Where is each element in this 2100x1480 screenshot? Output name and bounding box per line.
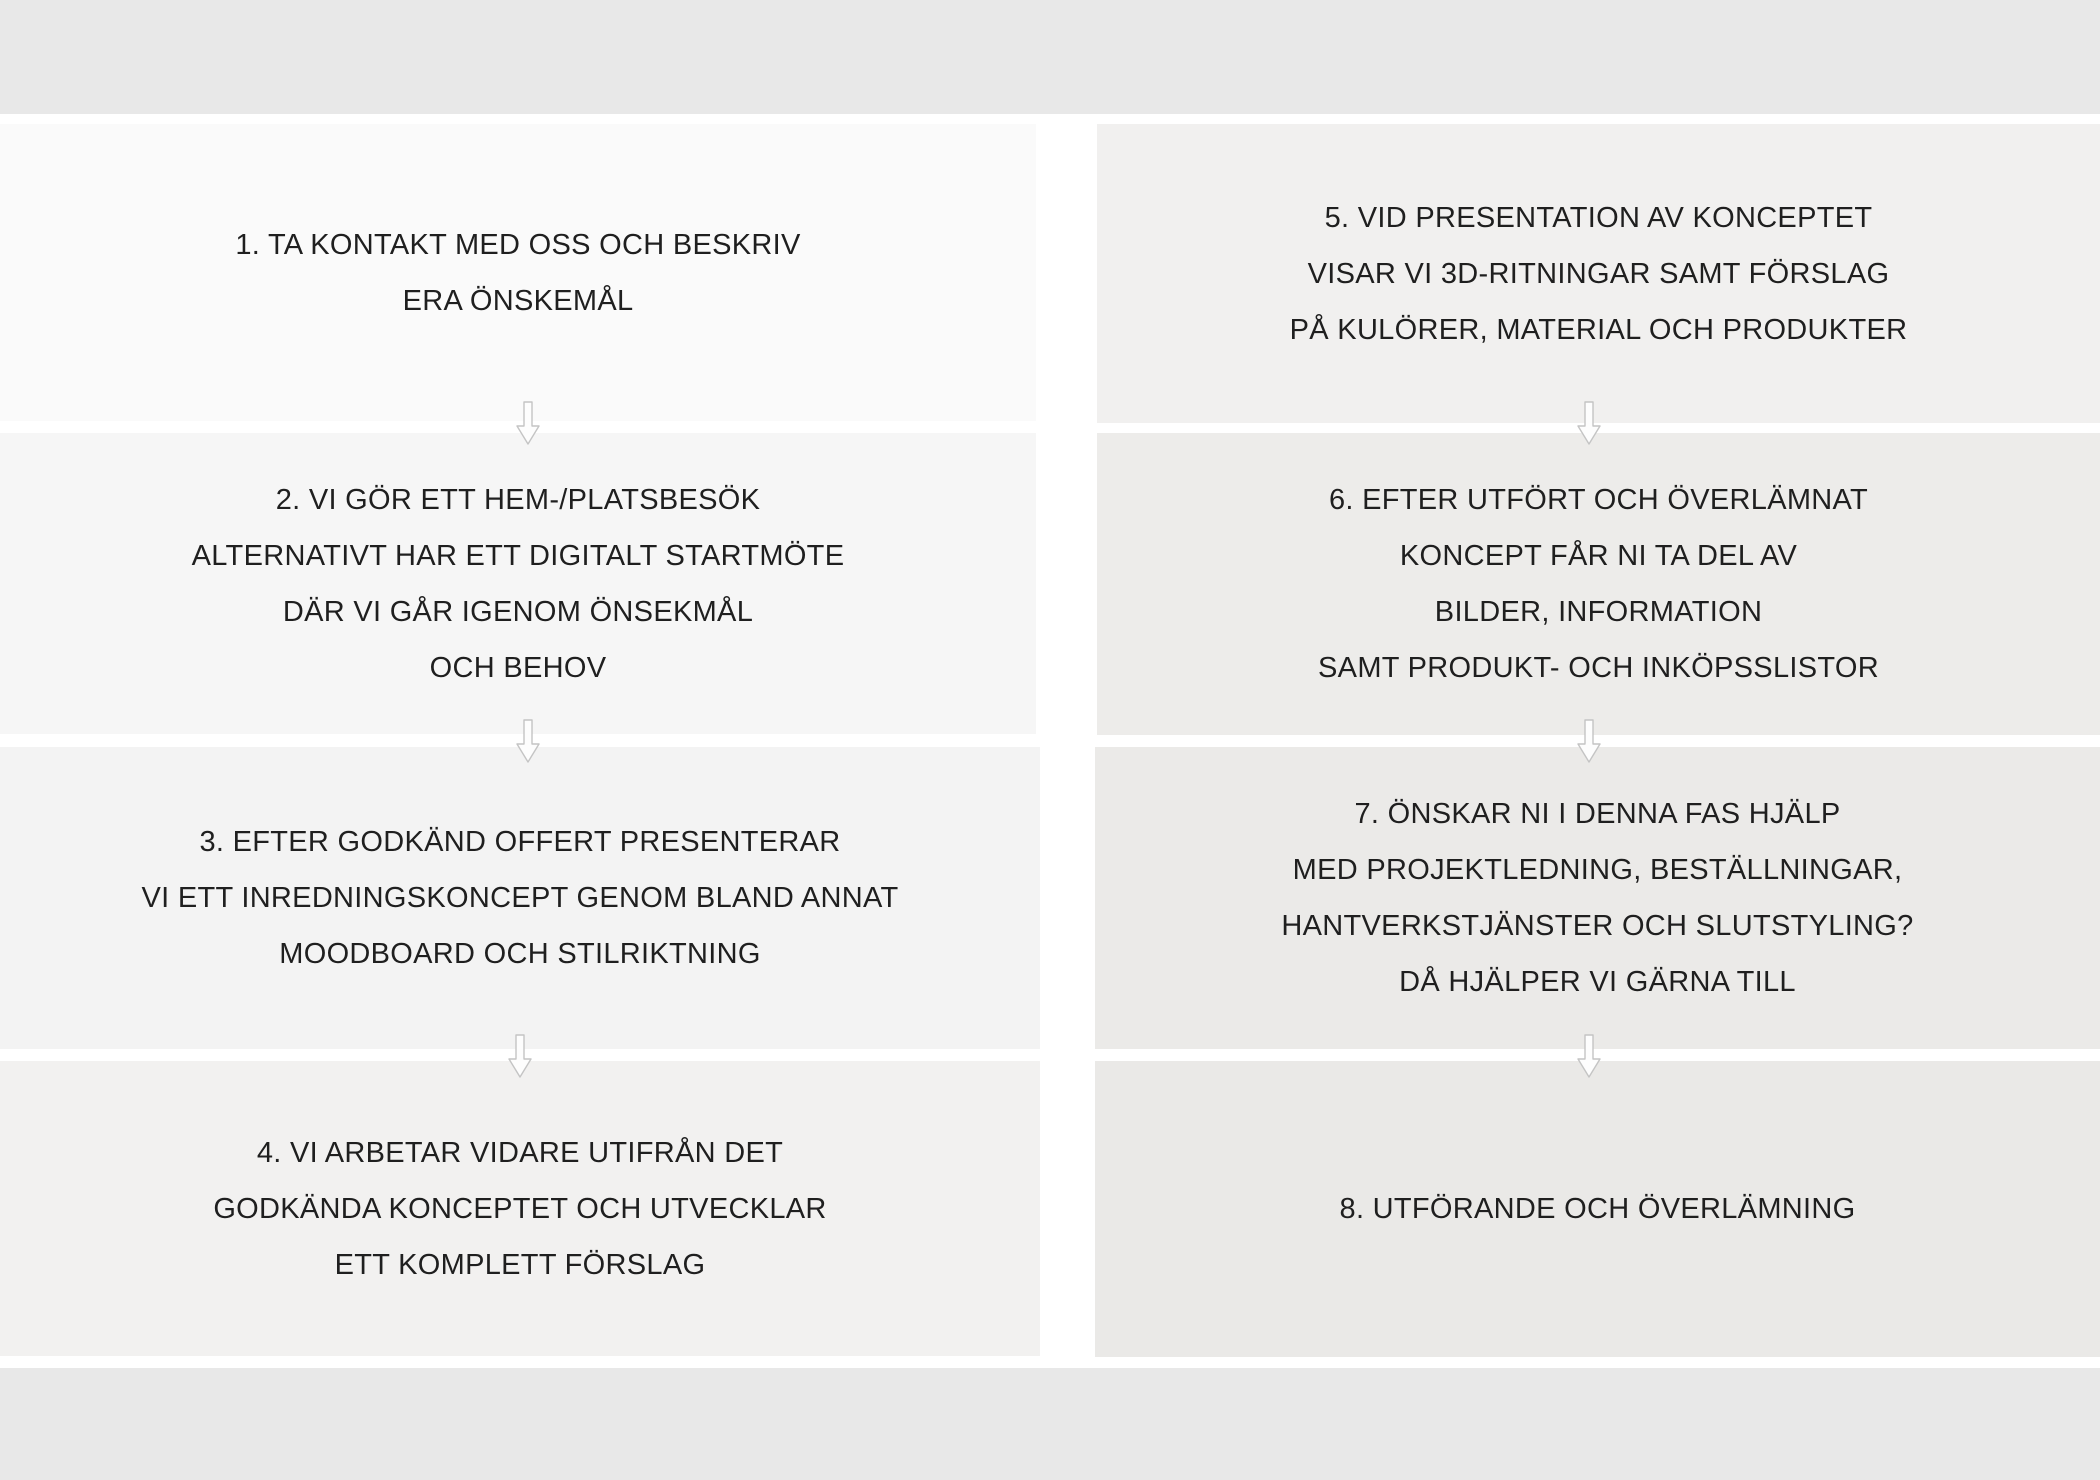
step-1-box xyxy=(0,124,1036,421)
step-5-line-2: VISAR VI 3D-RITNINGAR SAMT FÖRSLAG xyxy=(1307,257,1890,290)
step-4-line-3: ETT KOMPLETT FÖRSLAG xyxy=(334,1248,706,1281)
step-6-line-4: SAMT PRODUKT- OCH INKÖPSSLISTOR xyxy=(1318,652,1879,684)
arrow-down-icon xyxy=(514,718,542,764)
step-7-line-3: HANTVERKSTJÄNSTER OCH SLUTSTYLING? xyxy=(1281,910,1914,942)
step-7-line-2: MED PROJEKTLEDNING, BESTÄLLNINGAR, xyxy=(1292,854,1903,886)
step-5-box xyxy=(1097,124,2100,423)
step-7-line-4: DÅ HJÄLPER VI GÄRNA TILL xyxy=(1399,966,1796,998)
arrow-down-icon xyxy=(1575,718,1603,764)
arrow-down-icon xyxy=(1575,1033,1603,1079)
step-1-line-2: ERA ÖNSKEMÅL xyxy=(402,284,634,317)
step-7-box xyxy=(1095,747,2100,1049)
arrow-down-icon xyxy=(506,1033,534,1079)
bottom-band xyxy=(0,1368,2100,1480)
step-5-line-3: PÅ KULÖRER, MATERIAL OCH PRODUKTER xyxy=(1289,313,1908,346)
step-3-line-3: MOODBOARD OCH STILRIKTNING xyxy=(279,938,761,970)
step-4-box xyxy=(0,1061,1040,1356)
step-8-box xyxy=(1095,1061,2100,1357)
step-6-line-3: BILDER, INFORMATION xyxy=(1434,596,1763,628)
step-6-line-2: KONCEPT FÅR NI TA DEL AV xyxy=(1399,540,1798,572)
step-3-line-2: VI ETT INREDNINGSKONCEPT GENOM BLAND ANNAT xyxy=(141,882,899,914)
top-band xyxy=(0,0,2100,114)
step-2-line-4: OCH BEHOV xyxy=(429,651,607,684)
step-3-box xyxy=(0,747,1040,1049)
step-6-line-1: 6. EFTER UTFÖRT OCH ÖVERLÄMNAT xyxy=(1328,484,1869,516)
step-4-line-1: 4. VI ARBETAR VIDARE UTIFRÅN DET xyxy=(256,1136,784,1169)
arrow-down-icon xyxy=(1575,400,1603,446)
step-6-box xyxy=(1097,433,2100,735)
step-3-line-1: 3. EFTER GODKÄND OFFERT PRESENTERAR xyxy=(199,826,841,858)
step-2-box xyxy=(0,433,1036,734)
step-4-line-2: GODKÄNDA KONCEPTET OCH UTVECKLAR xyxy=(213,1192,827,1225)
step-7-line-1: 7. ÖNSKAR NI I DENNA FAS HJÄLP xyxy=(1354,798,1841,830)
arrow-down-icon xyxy=(514,400,542,446)
step-8-line-1: 8. UTFÖRANDE OCH ÖVERLÄMNING xyxy=(1339,1193,1856,1225)
step-2-line-1: 2. VI GÖR ETT HEM-/PLATSBESÖK xyxy=(275,483,761,516)
step-1-line-1: 1. TA KONTAKT MED OSS OCH BESKRIV xyxy=(235,228,801,261)
step-2-line-3: DÄR VI GÅR IGENOM ÖNSEKMÅL xyxy=(282,595,754,628)
step-5-line-1: 5. VID PRESENTATION AV KONCEPTET xyxy=(1324,201,1873,234)
step-2-line-2: ALTERNATIVT HAR ETT DIGITALT STARTMÖTE xyxy=(191,539,845,572)
